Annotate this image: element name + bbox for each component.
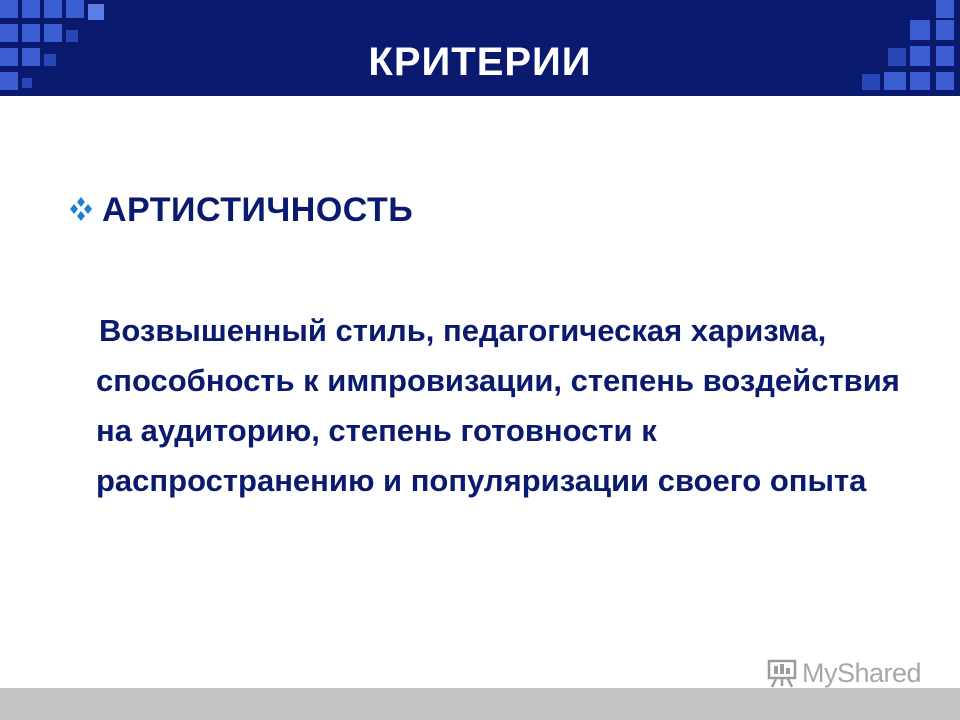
presentation-board-icon (766, 658, 798, 688)
watermark-text: MyShared (802, 657, 922, 688)
bullet-item (66, 184, 413, 236)
diamond-bullet-icon (66, 195, 96, 225)
body-paragraph: Возвышенный стиль, педагогическая харизма, способность к импровизации, степень воздействия на аудиторию, степень готовности к распространению и популяризации своего опыта (96, 313, 900, 498)
header-bar (0, 0, 960, 96)
slide-title: КРИТЕРИИ (368, 40, 592, 84)
watermark (766, 656, 921, 690)
bullet-heading: АРТИСТИЧНОСТЬ (102, 190, 414, 229)
footer-bar (0, 688, 960, 720)
